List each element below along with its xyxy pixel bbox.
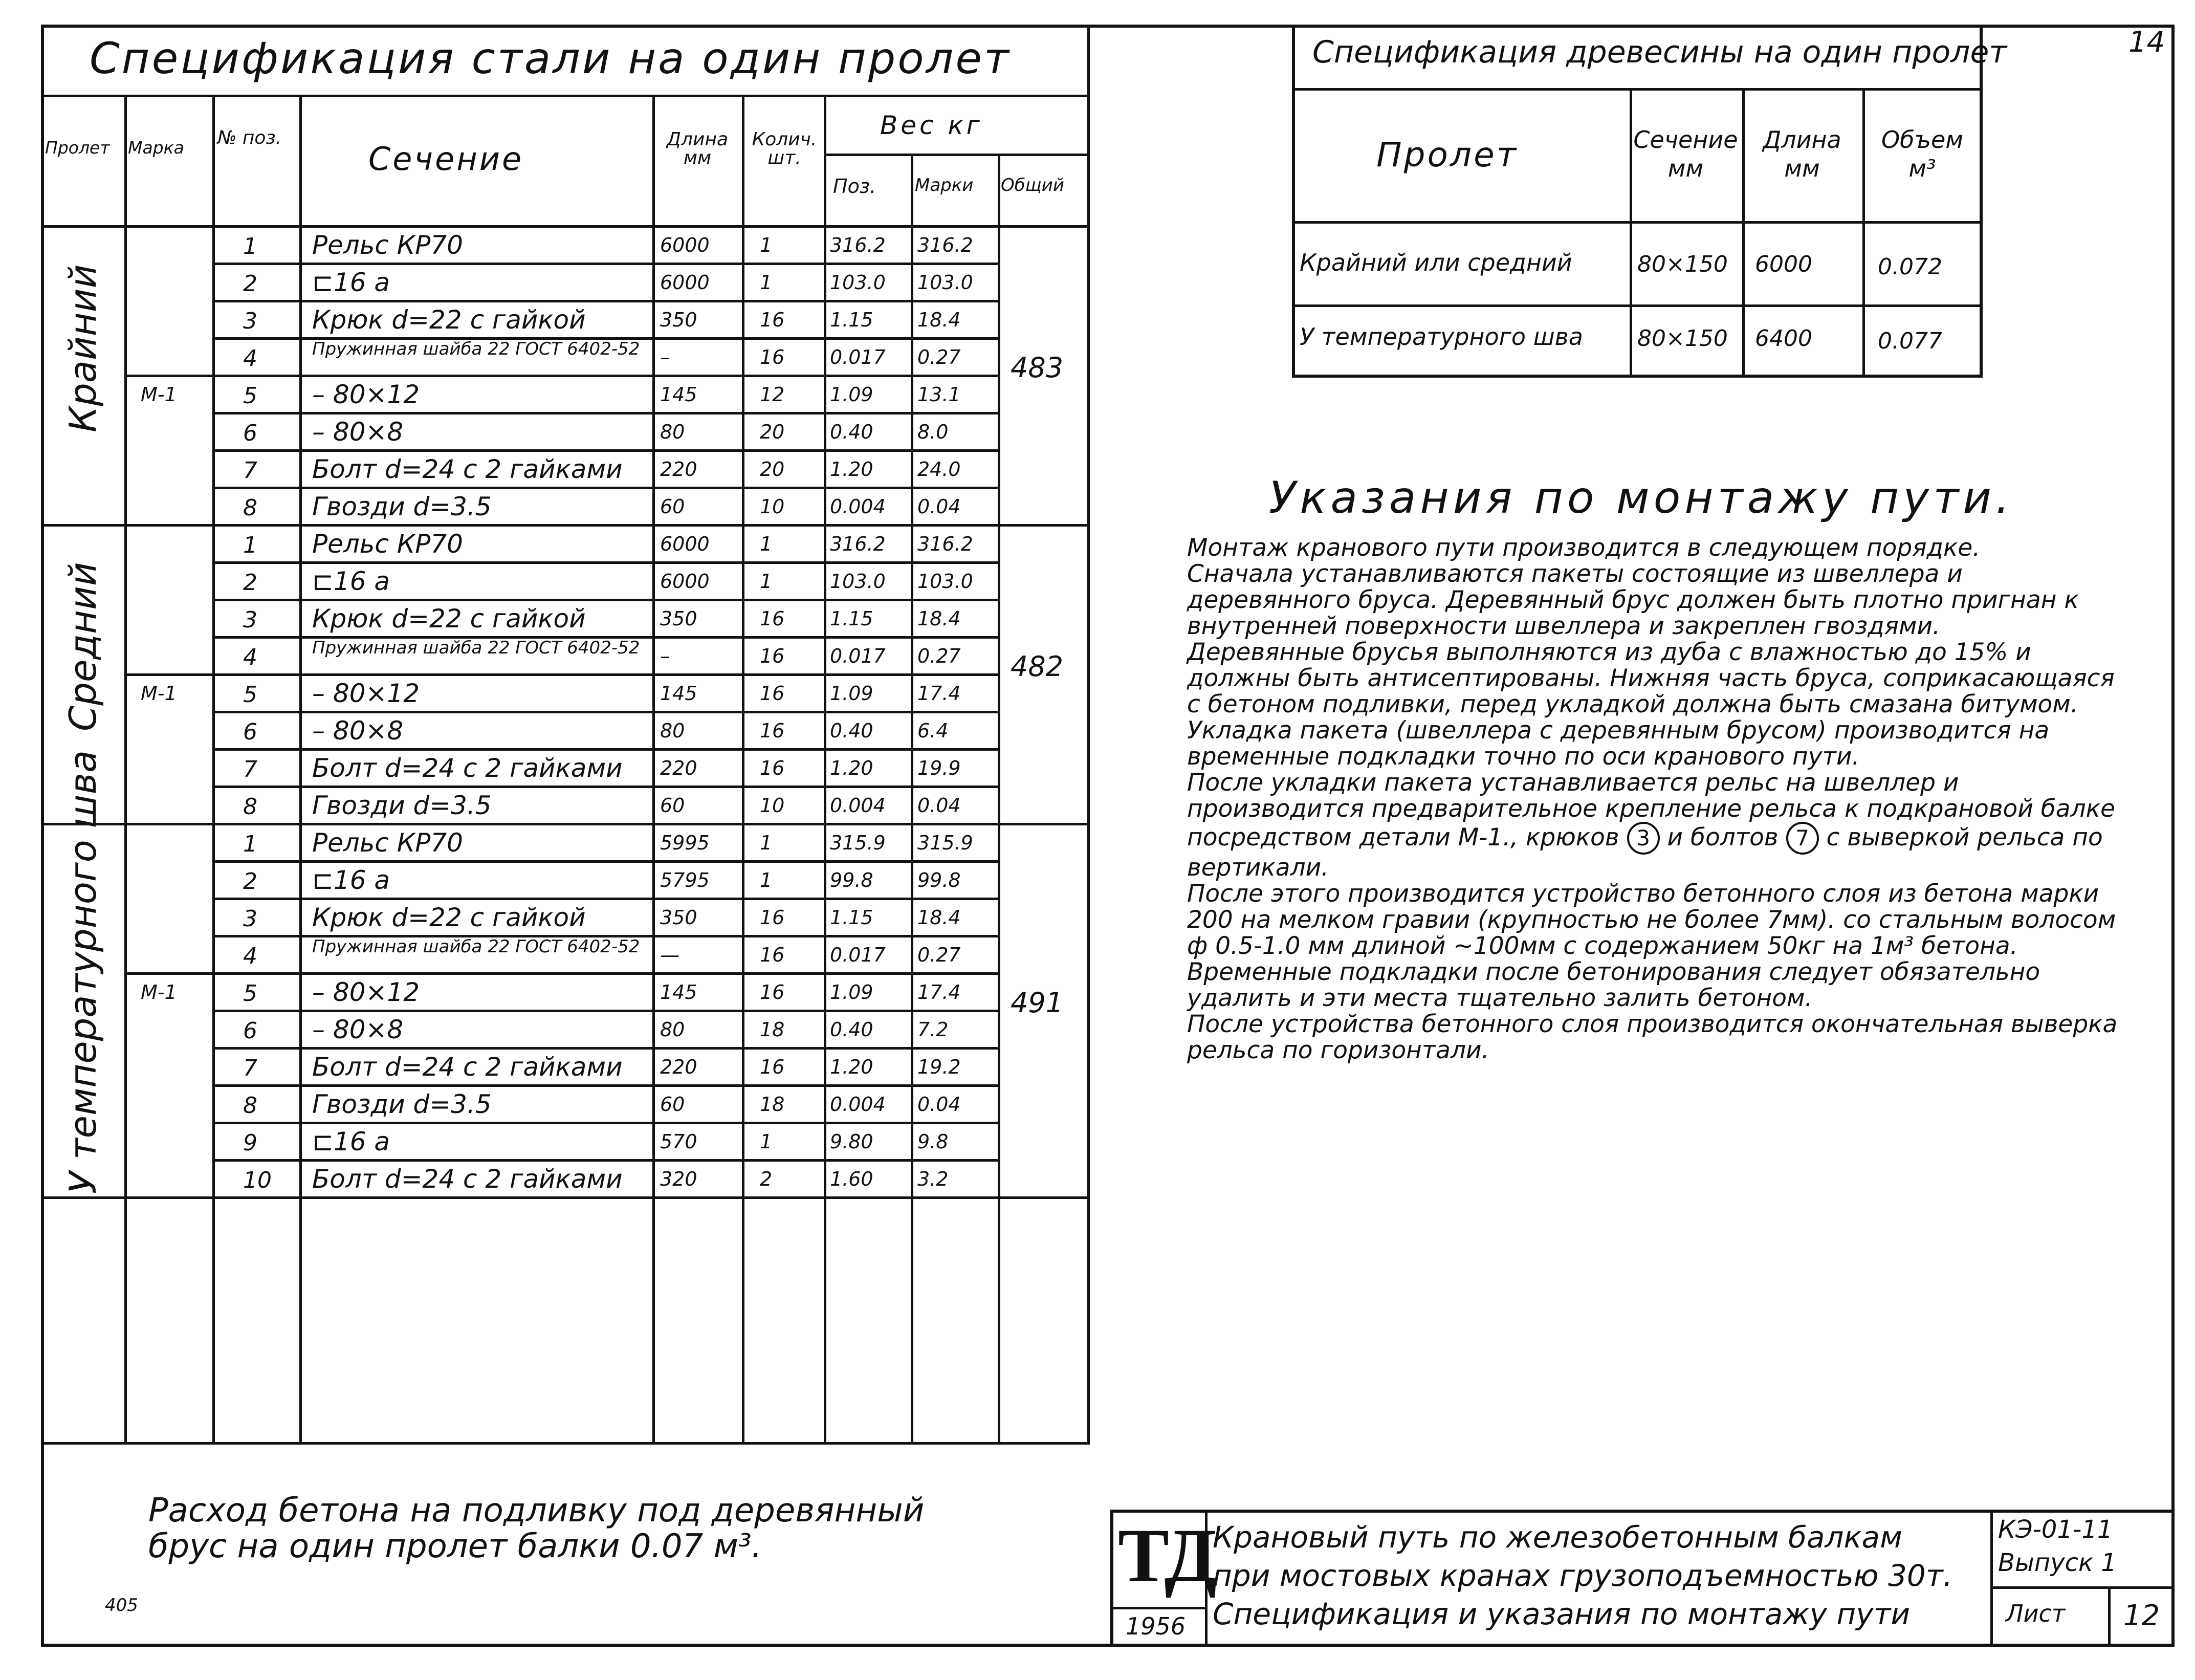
cell-length: 145 bbox=[660, 383, 697, 406]
wood-row2-section: 80×150 bbox=[1637, 325, 1728, 352]
cell-w-pos: 1.20 bbox=[830, 1056, 873, 1078]
tb-line bbox=[1990, 1586, 2175, 1589]
cell-section: ⊏16 а bbox=[312, 1127, 390, 1157]
wood-row-line bbox=[1292, 88, 1983, 91]
cell-w-pos: 1.15 bbox=[830, 607, 873, 630]
group-separator bbox=[41, 524, 1090, 527]
col-line bbox=[212, 95, 215, 1442]
cell-w-mark: 17.4 bbox=[917, 682, 961, 705]
tb-issue: Выпуск 1 bbox=[1998, 1548, 2117, 1577]
steel-title-divider bbox=[41, 95, 1090, 97]
instr-paragraph: После этого производится устройство бетонного слоя из бетона марки 200 на мелком гравии (крупностью не более 7мм). со стальным волосом ф 0.5-1.0 мм длиной ~100мм с содержанием 50кг на 1м³ бетона. bbox=[1187, 880, 2116, 960]
cell-w-pos: 0.017 bbox=[830, 645, 886, 667]
cell-pos: 4 bbox=[243, 345, 257, 372]
col-line bbox=[824, 95, 826, 1442]
cell-w-mark: 9.8 bbox=[917, 1130, 949, 1153]
cell-section: – 80×12 bbox=[312, 679, 420, 708]
cell-w-pos: 103.0 bbox=[830, 570, 886, 593]
cell-qty: 20 bbox=[760, 421, 785, 443]
cell-length: – bbox=[660, 346, 670, 368]
cell-section: Крюк d=22 с гайкой bbox=[312, 305, 586, 335]
steel-header-divider bbox=[41, 225, 1090, 228]
cell-qty: 18 bbox=[760, 1018, 785, 1041]
cell-w-pos: 316.2 bbox=[830, 533, 886, 555]
cell-pos: 4 bbox=[243, 644, 257, 670]
cell-length: 5995 bbox=[660, 832, 710, 854]
wood-row2-volume: 0.077 bbox=[1878, 328, 1942, 354]
cell-w-pos: 9.80 bbox=[830, 1130, 873, 1153]
cell-pos: 1 bbox=[243, 532, 257, 558]
instr-text: После укладки пакета устанавливается рельс на швеллер и производится предварительное крепление рельса к подкрановой балке посредством детали М-1., крюков bbox=[1187, 769, 2115, 852]
page-corner-number: 14 bbox=[2128, 26, 2165, 59]
cell-length: 6000 bbox=[660, 533, 710, 555]
wood-hdr-volume: Объем м³ bbox=[1881, 126, 1964, 182]
cell-mark: М-1 bbox=[141, 383, 177, 406]
cell-qty: 2 bbox=[760, 1168, 773, 1190]
cell-pos: 8 bbox=[243, 1093, 257, 1119]
cell-length: 80 bbox=[660, 719, 685, 742]
td-logo: ТД bbox=[1118, 1513, 1217, 1598]
row-line bbox=[212, 786, 998, 788]
group-separator bbox=[41, 823, 1090, 825]
cell-pos: 9 bbox=[243, 1130, 257, 1156]
cell-length: 145 bbox=[660, 682, 697, 705]
steel-bottom-border bbox=[41, 1442, 1090, 1445]
cell-pos: 8 bbox=[243, 794, 257, 820]
cell-w-pos: 0.004 bbox=[830, 1093, 886, 1116]
cell-qty: 16 bbox=[760, 309, 785, 331]
hdr-w-pos: Поз. bbox=[833, 175, 876, 198]
cell-w-mark: 0.04 bbox=[917, 1093, 961, 1116]
row-line bbox=[212, 449, 998, 452]
cell-pos: 5 bbox=[243, 383, 257, 409]
cell-mark: М-1 bbox=[141, 981, 177, 1003]
tb-sheet-label: Лист bbox=[2006, 1600, 2066, 1627]
cell-section: – 80×12 bbox=[312, 380, 420, 409]
hdr-pos: № поз. bbox=[217, 127, 282, 148]
cell-qty: 16 bbox=[760, 719, 785, 742]
span-group-label: Крайний bbox=[61, 264, 104, 432]
cell-length: 80 bbox=[660, 1018, 685, 1041]
row-line bbox=[212, 1084, 998, 1087]
cell-section: Гвозди d=3.5 bbox=[312, 1089, 492, 1119]
hdr-qty: Колич. шт. bbox=[752, 129, 817, 168]
cell-section: ⊏16 а bbox=[312, 268, 390, 297]
wood-row1-section: 80×150 bbox=[1637, 251, 1728, 277]
cell-qty: 16 bbox=[760, 682, 785, 705]
cell-pos: 3 bbox=[243, 906, 257, 932]
instructions-title: Указания по монтажу пути. bbox=[1269, 472, 2014, 523]
cell-w-pos: 1.09 bbox=[830, 981, 873, 1003]
tb-code: КЭ-01-11 bbox=[1998, 1515, 2113, 1544]
cell-w-mark: 18.4 bbox=[917, 607, 961, 630]
callout-circle: 3 bbox=[1627, 822, 1660, 855]
cell-w-pos: 0.017 bbox=[830, 346, 886, 368]
cell-section: – 80×12 bbox=[312, 977, 420, 1007]
cell-qty: 1 bbox=[760, 832, 773, 854]
cell-section: Болт d=24 с 2 гайками bbox=[312, 454, 623, 484]
cell-qty: 16 bbox=[760, 645, 785, 667]
cell-pos: 6 bbox=[243, 420, 257, 446]
instr-paragraph bbox=[1187, 770, 2123, 881]
cell-qty: 18 bbox=[760, 1093, 785, 1116]
cell-w-mark: 13.1 bbox=[917, 383, 961, 406]
cell-w-mark: 316.2 bbox=[917, 533, 973, 555]
cell-pos: 6 bbox=[243, 1018, 257, 1044]
wood-row-line bbox=[1292, 304, 1983, 307]
cell-length: 80 bbox=[660, 421, 685, 443]
hdr-w-total: Общий bbox=[1001, 175, 1064, 195]
cell-pos: 5 bbox=[243, 682, 257, 708]
cell-qty: 12 bbox=[760, 383, 785, 406]
cell-section: Болт d=24 с 2 гайками bbox=[312, 1052, 623, 1082]
cell-length: 5795 bbox=[660, 869, 710, 891]
span-group-label: Средний bbox=[61, 562, 104, 731]
concrete-note-line2: брус на один пролет балки 0.07 м³. bbox=[148, 1528, 762, 1565]
cell-section: Рельс КР70 bbox=[312, 529, 463, 559]
cell-pos: 7 bbox=[243, 457, 257, 484]
row-line bbox=[124, 375, 998, 377]
row-line bbox=[212, 898, 998, 900]
tb-line bbox=[1990, 1510, 1993, 1647]
cell-pos: 2 bbox=[243, 868, 257, 894]
cell-length: 60 bbox=[660, 794, 685, 817]
cell-length: 350 bbox=[660, 607, 697, 630]
cell-pos: 1 bbox=[243, 233, 257, 259]
cell-length: 350 bbox=[660, 906, 697, 929]
row-line bbox=[212, 860, 998, 863]
tb-line bbox=[2108, 1586, 2111, 1647]
wood-hdr-section: Сечение мм bbox=[1633, 126, 1738, 182]
cell-w-pos: 99.8 bbox=[830, 869, 873, 891]
cell-length: 6000 bbox=[660, 234, 710, 256]
cell-qty: 16 bbox=[760, 346, 785, 368]
cell-w-pos: 315.9 bbox=[830, 832, 886, 854]
row-line bbox=[124, 972, 998, 975]
steel-table-title: Спецификация стали на один пролет bbox=[90, 33, 1011, 83]
cell-w-mark: 0.04 bbox=[917, 495, 961, 518]
cell-total: 482 bbox=[1011, 650, 1064, 683]
hdr-mark: Марка bbox=[128, 138, 184, 158]
cell-section: Рельс КР70 bbox=[312, 828, 463, 858]
cell-w-pos: 1.09 bbox=[830, 383, 873, 406]
cell-section: Болт d=24 с 2 гайками bbox=[312, 1164, 623, 1194]
row-line bbox=[212, 561, 998, 564]
hdr-length: Длина мм bbox=[666, 129, 729, 168]
cell-total: 483 bbox=[1011, 352, 1064, 384]
instr-paragraph: Деревянные брусья выполняются из дуба с влажностью до 15% и должны быть антисептированы. Нижняя часть бруса, соприкасающаяся с бетоном подливки, перед укладкой должна быть смазана битумом. bbox=[1187, 638, 2115, 718]
cell-w-pos: 0.40 bbox=[830, 719, 873, 742]
cell-w-mark: 103.0 bbox=[917, 570, 973, 593]
cell-w-mark: 0.27 bbox=[917, 944, 961, 966]
instr-paragraph: Укладка пакета (швеллера с деревянным брусом) производится на временные подкладки точно по оси кранового пути. bbox=[1187, 716, 2050, 771]
row-line bbox=[212, 263, 998, 265]
row-line bbox=[212, 1010, 998, 1012]
cell-qty: 1 bbox=[760, 1130, 773, 1153]
cell-pos: 4 bbox=[243, 943, 257, 969]
cell-length: — bbox=[660, 944, 679, 966]
cell-w-pos: 316.2 bbox=[830, 234, 886, 256]
row-line bbox=[124, 673, 998, 676]
instr-text: и болтов bbox=[1667, 823, 1779, 852]
cell-section: Пружинная шайба 22 ГОСТ 6402-52 bbox=[312, 936, 640, 957]
cell-w-mark: 17.4 bbox=[917, 981, 961, 1003]
col-line bbox=[911, 154, 913, 1442]
cell-w-mark: 0.27 bbox=[917, 645, 961, 667]
cell-qty: 1 bbox=[760, 869, 773, 891]
cell-pos: 10 bbox=[243, 1167, 272, 1193]
cell-pos: 2 bbox=[243, 271, 257, 297]
cell-w-pos: 1.09 bbox=[830, 682, 873, 705]
instructions-text bbox=[1187, 535, 2123, 1063]
cell-w-pos: 103.0 bbox=[830, 271, 886, 294]
cell-w-mark: 0.27 bbox=[917, 346, 961, 368]
wood-row1-volume: 0.072 bbox=[1878, 254, 1942, 280]
wood-col-line bbox=[1630, 88, 1632, 378]
cell-w-pos: 1.60 bbox=[830, 1168, 873, 1190]
cell-section: Рельс КР70 bbox=[312, 230, 463, 260]
row-line bbox=[212, 748, 998, 751]
tb-line1: Крановый путь по железобетонным балкам bbox=[1213, 1520, 1902, 1555]
hdr-w-mark: Марки bbox=[915, 175, 974, 195]
steel-right-border bbox=[1087, 25, 1090, 1442]
cell-pos: 5 bbox=[243, 980, 257, 1007]
cell-length: 220 bbox=[660, 458, 697, 481]
cell-section: – 80×8 bbox=[312, 417, 404, 447]
tb-sheet-no: 12 bbox=[2123, 1599, 2160, 1632]
cell-w-pos: 0.40 bbox=[830, 1018, 873, 1041]
cell-qty: 16 bbox=[760, 906, 785, 929]
row-line bbox=[212, 1159, 998, 1162]
row-line bbox=[212, 412, 998, 414]
cell-qty: 10 bbox=[760, 495, 785, 518]
col-line bbox=[998, 154, 1000, 1442]
cell-length: 570 bbox=[660, 1130, 697, 1153]
wood-col-line bbox=[1862, 88, 1865, 378]
concrete-note-line1: Расход бетона на подливку под деревянный bbox=[148, 1492, 925, 1530]
cell-length: 350 bbox=[660, 309, 697, 331]
instr-paragraph: Сначала устанавливаются пакеты состоящие из швеллера и деревянного бруса. Деревянный брус должен быть плотно пригнан к внутренней поверхности швеллера и закреплен гвоздями. bbox=[1187, 560, 2079, 640]
cell-w-mark: 315.9 bbox=[917, 832, 973, 854]
cell-length: 6000 bbox=[660, 570, 710, 593]
hdr-weight: Вес кг bbox=[880, 111, 983, 140]
wood-row2-length: 6400 bbox=[1755, 325, 1812, 352]
tb-line bbox=[1110, 1607, 1205, 1609]
tb-line3: Спецификация и указания по монтажу пути bbox=[1213, 1597, 1911, 1631]
cell-qty: 20 bbox=[760, 458, 785, 481]
cell-section: Болт d=24 с 2 гайками bbox=[312, 753, 623, 783]
callout-circle: 7 bbox=[1786, 822, 1819, 855]
cell-section: ⊏16 а bbox=[312, 865, 390, 895]
row-line bbox=[212, 1122, 998, 1124]
cell-w-pos: 0.40 bbox=[830, 421, 873, 443]
wood-row2-span: У температурного шва bbox=[1300, 323, 1583, 351]
cell-w-pos: 1.20 bbox=[830, 757, 873, 779]
cell-section: – 80×8 bbox=[312, 716, 404, 746]
cell-w-mark: 316.2 bbox=[917, 234, 973, 256]
cell-pos: 2 bbox=[243, 570, 257, 596]
cell-qty: 16 bbox=[760, 981, 785, 1003]
cell-pos: 7 bbox=[243, 756, 257, 782]
row-line bbox=[212, 1047, 998, 1050]
wood-col-line bbox=[1742, 88, 1745, 378]
cell-length: 320 bbox=[660, 1168, 697, 1190]
cell-w-pos: 1.15 bbox=[830, 906, 873, 929]
wood-hdr-length: Длина мм bbox=[1763, 126, 1841, 182]
cell-section: Пружинная шайба 22 ГОСТ 6402-52 bbox=[312, 638, 640, 658]
cell-w-mark: 19.9 bbox=[917, 757, 961, 779]
cell-w-pos: 1.20 bbox=[830, 458, 873, 481]
instr-paragraph: После устройства бетонного слоя производится окончательная выверка рельса по горизонтали. bbox=[1187, 1010, 2118, 1064]
cell-w-mark: 8.0 bbox=[917, 421, 949, 443]
wood-table-title: Спецификация древесины на один пролет bbox=[1312, 34, 2007, 70]
cell-qty: 16 bbox=[760, 607, 785, 630]
cell-section: – 80×8 bbox=[312, 1015, 404, 1044]
cell-length: 220 bbox=[660, 1056, 697, 1078]
cell-pos: 3 bbox=[243, 607, 257, 633]
wood-row1-length: 6000 bbox=[1755, 251, 1812, 277]
group-separator bbox=[41, 1196, 1090, 1199]
col-line bbox=[652, 95, 655, 1442]
cell-pos: 1 bbox=[243, 831, 257, 857]
cell-w-mark: 18.4 bbox=[917, 906, 961, 929]
sheet-code: 405 bbox=[105, 1595, 138, 1616]
cell-qty: 1 bbox=[760, 271, 773, 294]
cell-section: Крюк d=22 с гайкой bbox=[312, 604, 586, 634]
cell-pos: 8 bbox=[243, 495, 257, 521]
cell-w-mark: 18.4 bbox=[917, 309, 961, 331]
cell-w-mark: 3.2 bbox=[917, 1168, 949, 1190]
cell-qty: 1 bbox=[760, 570, 773, 593]
cell-w-pos: 0.004 bbox=[830, 794, 886, 817]
col-line bbox=[299, 95, 302, 1442]
cell-length: 6000 bbox=[660, 271, 710, 294]
cell-w-mark: 0.04 bbox=[917, 794, 961, 817]
instr-paragraph: Монтаж кранового пути производится в следующем порядке. bbox=[1187, 534, 1981, 562]
cell-mark: М-1 bbox=[141, 682, 177, 705]
cell-section: Крюк d=22 с гайкой bbox=[312, 903, 586, 932]
cell-section: Пружинная шайба 22 ГОСТ 6402-52 bbox=[312, 339, 640, 359]
cell-qty: 16 bbox=[760, 757, 785, 779]
instr-text: с выверкой рельса по вертикали. bbox=[1187, 823, 2103, 882]
cell-w-pos: 1.15 bbox=[830, 309, 873, 331]
wood-row1-span: Крайний или средний bbox=[1300, 249, 1572, 276]
tb-year: 1956 bbox=[1126, 1612, 1186, 1640]
span-group-label: У температурного шва bbox=[61, 750, 104, 1194]
instr-paragraph: Временные подкладки после бетонирования следует обязательно удалить и эти места тщательно залить бетоном. bbox=[1187, 958, 2040, 1012]
cell-pos: 7 bbox=[243, 1055, 257, 1081]
wood-row-line bbox=[1292, 221, 1983, 224]
row-line bbox=[212, 487, 998, 489]
cell-length: 145 bbox=[660, 981, 697, 1003]
cell-length: 60 bbox=[660, 1093, 685, 1116]
col-line bbox=[742, 95, 744, 1442]
cell-total: 491 bbox=[1011, 987, 1064, 1019]
row-line bbox=[212, 599, 998, 601]
cell-section: Гвозди d=3.5 bbox=[312, 492, 492, 521]
col-line bbox=[124, 95, 127, 1442]
cell-length: 220 bbox=[660, 757, 697, 779]
cell-w-mark: 6.4 bbox=[917, 719, 949, 742]
cell-w-mark: 99.8 bbox=[917, 869, 961, 891]
hdr-span: Пролет bbox=[45, 138, 110, 158]
cell-qty: 1 bbox=[760, 234, 773, 256]
wood-hdr-span: Пролет bbox=[1376, 135, 1519, 174]
tb-line2: при мостовых кранах грузоподъемностью 30т. bbox=[1213, 1558, 1953, 1593]
cell-w-mark: 24.0 bbox=[917, 458, 961, 481]
cell-length: 60 bbox=[660, 495, 685, 518]
cell-qty: 16 bbox=[760, 1056, 785, 1078]
hdr-section: Сечение bbox=[368, 140, 524, 178]
cell-w-pos: 0.017 bbox=[830, 944, 886, 966]
cell-qty: 10 bbox=[760, 794, 785, 817]
cell-section: Гвозди d=3.5 bbox=[312, 791, 492, 820]
cell-qty: 1 bbox=[760, 533, 773, 555]
cell-pos: 3 bbox=[243, 308, 257, 334]
cell-qty: 16 bbox=[760, 944, 785, 966]
cell-w-mark: 7.2 bbox=[917, 1018, 949, 1041]
cell-w-mark: 19.2 bbox=[917, 1056, 961, 1078]
cell-length: – bbox=[660, 645, 670, 667]
cell-pos: 6 bbox=[243, 719, 257, 745]
weight-subheader-line bbox=[824, 154, 1090, 156]
cell-w-mark: 103.0 bbox=[917, 271, 973, 294]
row-line bbox=[212, 300, 998, 302]
cell-w-pos: 0.004 bbox=[830, 495, 886, 518]
row-line bbox=[212, 711, 998, 713]
cell-section: ⊏16 а bbox=[312, 566, 390, 596]
